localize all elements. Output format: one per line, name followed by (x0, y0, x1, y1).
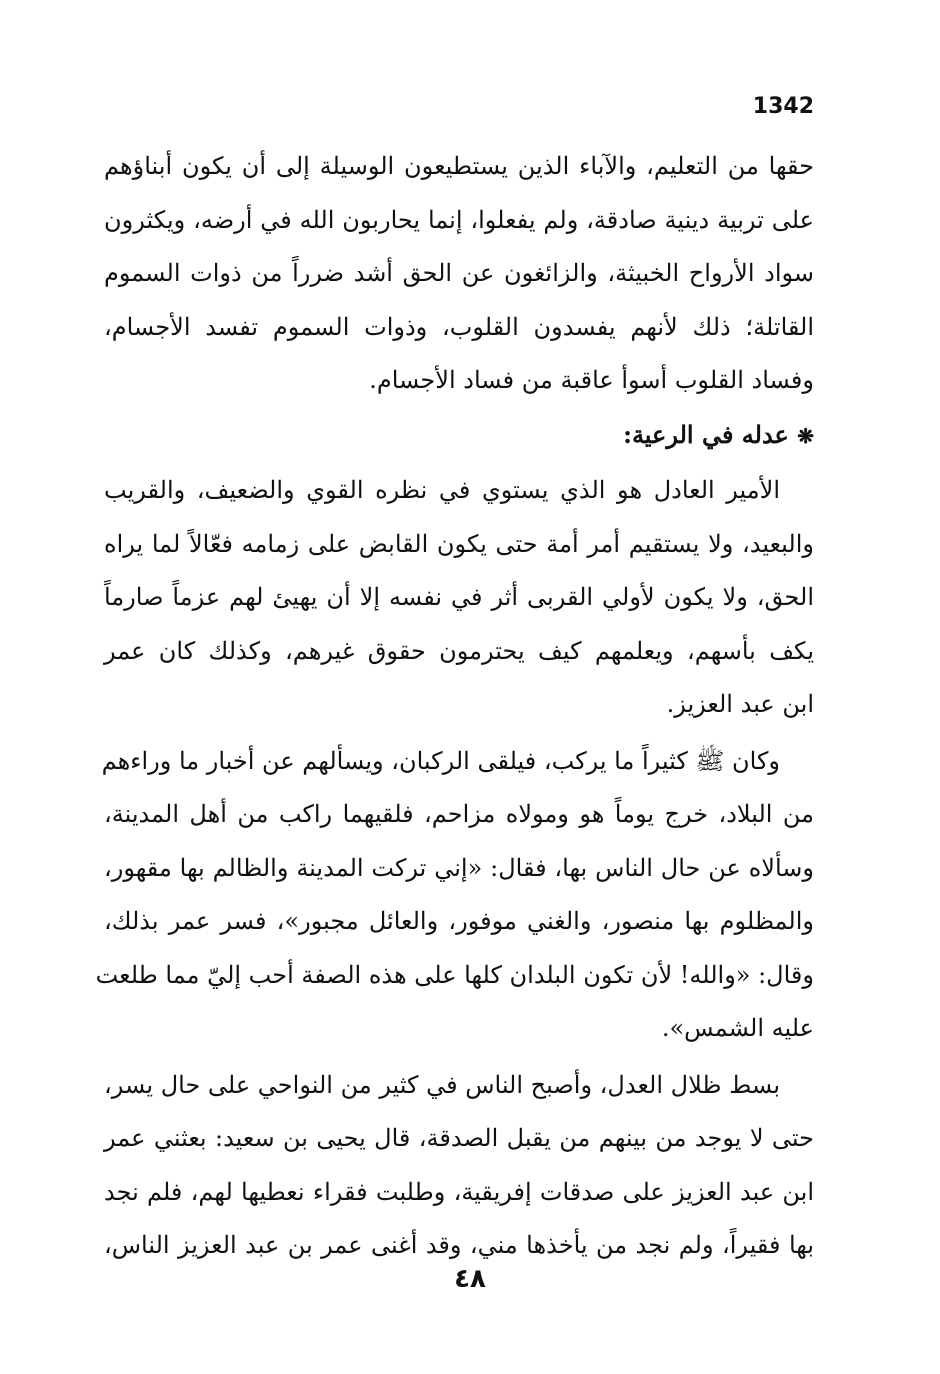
text-line: من البلاد، خرج يوماً هو ومولاه مزاحم، فلقيهما راكب من أهل المدينة، (104, 800, 814, 828)
text-line: الحق، ولا يكون لأولي القربى أثر في نفسه إلا أن يهيئ لهم عزماً صارماً (104, 583, 814, 611)
text-line: والمظلوم بها منصور، والغني موفور، والعائل مجبور»، فسر عمر بذلك، (104, 907, 814, 935)
text-line: بسط ظلال العدل، وأصبح الناس في كثير من النواحي على حال يسر، (103, 1070, 780, 1099)
text-line: سواد الأرواح الخبيثة، والزائغون عن الحق أشد ضرراً من ذوات السموم (104, 259, 814, 287)
text-line: ابن عبد العزيز على صدقات إفريقية، وطلبت فقراء نعطيها لهم، فلم نجد (104, 1177, 814, 1206)
paragraph-4 (104, 1059, 814, 1273)
text-line: على تربية دينية صادقة، ولم يفعلوا، إنما يحاربون الله في أرضه، ويكثرون (104, 205, 814, 234)
text-line: حقها من التعليم، والآباء الذين يستطيعون الوسيلة إلى أن يكون أبناؤهم (104, 152, 814, 180)
page-number-top: 1342 (752, 94, 814, 119)
text-line: الأمير العادل هو الذي يستوي في نظره القوي والضعيف، والقريب (104, 476, 780, 504)
text-line: والبعيد، ولا يستقيم أمر أمة حتى يكون القابض على زمامه فعّالاً لما يراه (104, 529, 814, 558)
page-number-bottom: ٤٨ (454, 1264, 486, 1294)
section-heading-text: عدله في الرعية: (623, 419, 789, 449)
paragraph-1 (104, 140, 814, 408)
section-heading (104, 408, 814, 462)
text-line: بها فقيراً، ولم نجد من يأخذها مني، وقد أغنى عمر بن عبد العزيز الناس، (104, 1231, 814, 1259)
text-line: وسألاه عن حال الناس بها، فقال: «إني تركت المدينة والظالم بها مقهور، (104, 853, 814, 882)
paragraph-3 (95, 735, 814, 1056)
text-line: القاتلة؛ ذلك لأنهم يفسدون القلوب، وذوات السموم تفسد الأجسام، (104, 312, 814, 341)
text-line: يكف بأسهم، ويعلمهم كيف يحترمون حقوق غيرهم، وكذلك كان عمر (104, 636, 814, 665)
star-icon: ❋ (797, 423, 814, 448)
paragraph-2 (104, 464, 814, 732)
text-line: وفساد القلوب أسوأ عاقبة من فساد الأجسام. (369, 366, 814, 394)
text-line: وكان ﷺ كثيراً ما يركب، فيلقى الركبان، ويسألهم عن أخبار ما وراءهم (101, 746, 780, 775)
page-body (95, 140, 814, 1273)
text-line: عليه الشمس». (661, 1014, 814, 1042)
text-line: ابن عبد العزيز. (666, 690, 814, 718)
text-line: وقال: «والله! لأن تكون البلدان كلها على هذه الصفة أحب إليّ مما طلعت (95, 960, 814, 989)
text-line: حتى لا يوجد من بينهم من يقبل الصدقة، قال يحيى بن سعيد: بعثني عمر (104, 1124, 814, 1152)
